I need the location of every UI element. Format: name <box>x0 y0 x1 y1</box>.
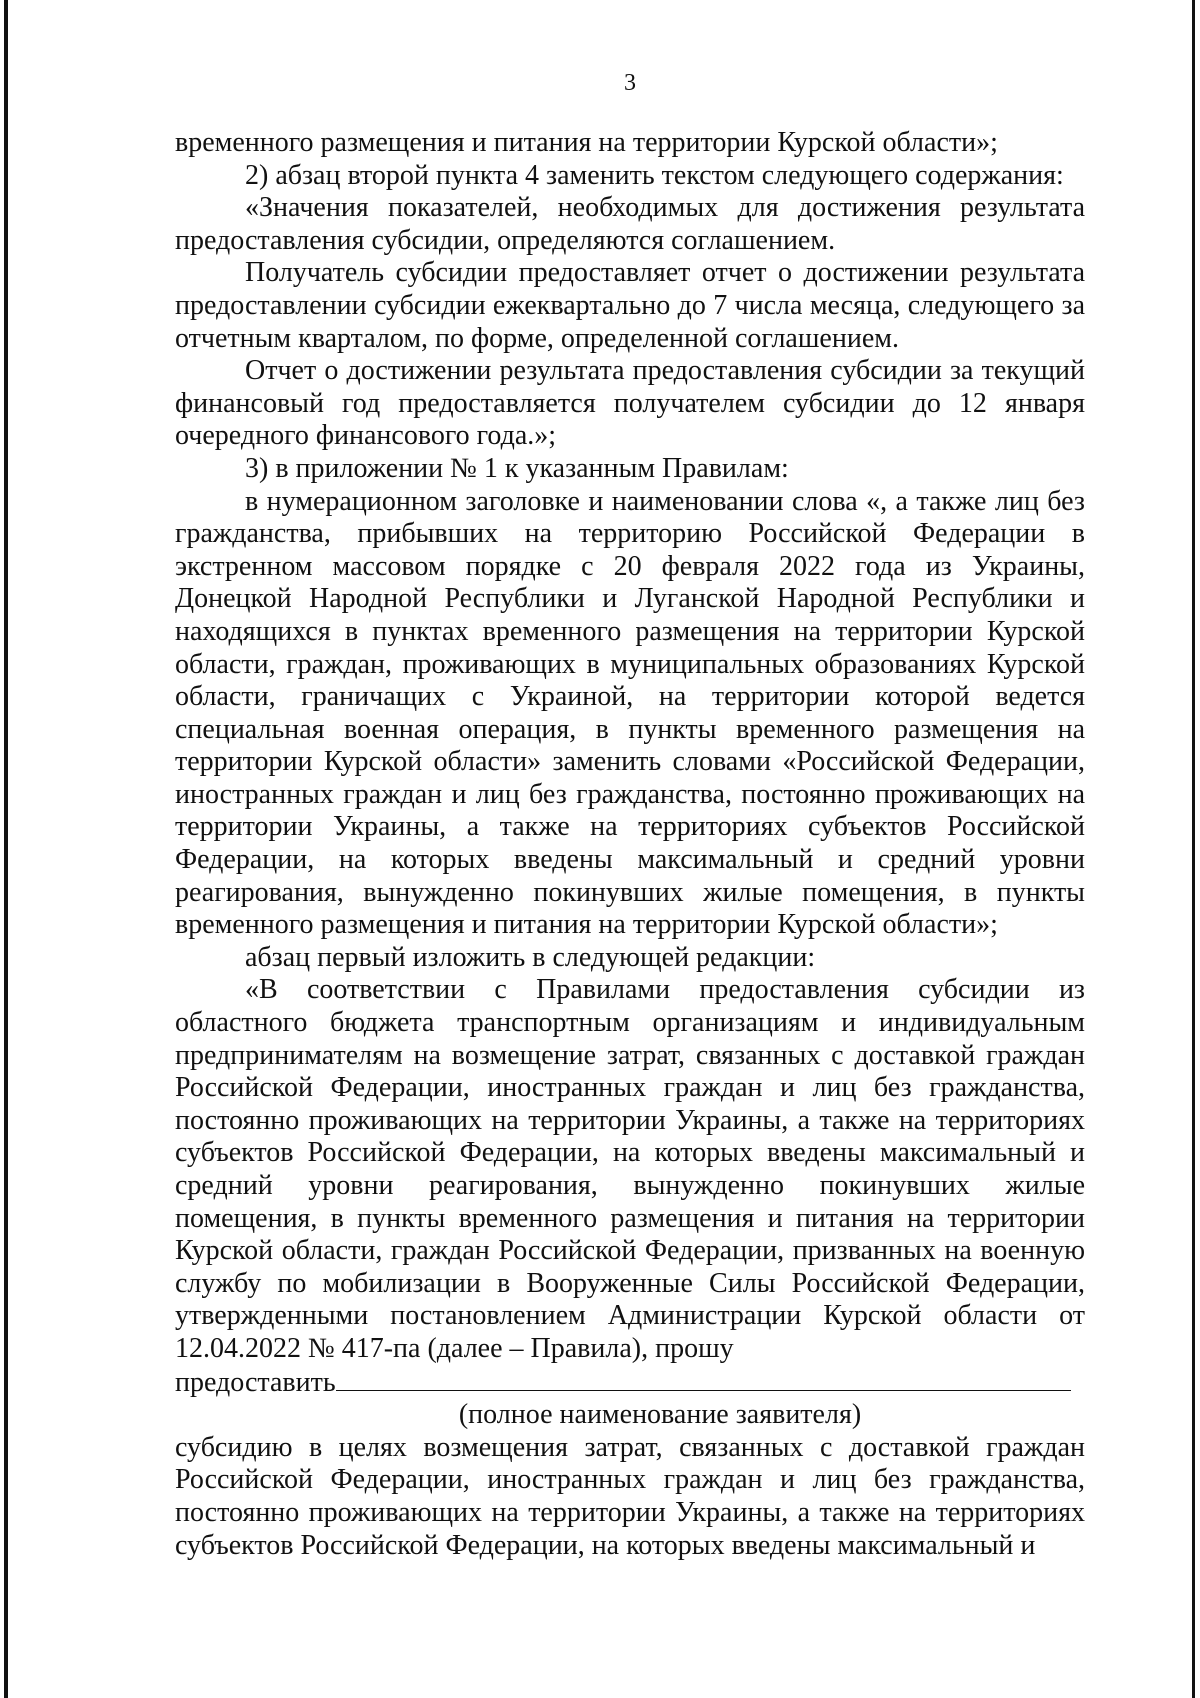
applicant-name-caption: (полное наименование заявителя) <box>458 1399 862 1431</box>
paragraph-item-2: 2) абзац второй пункта 4 заменить текстом следующего содержания: <box>245 159 1064 191</box>
page-number: 3 <box>624 70 636 96</box>
paragraph-report-annual: Отчет о достижении результата предоставления субсидии за текущий финансовый год предоставляется получателем субсидии до 12 января очередного финансового года.»; <box>175 355 1085 452</box>
fill-line-label: предоставить <box>175 1366 336 1398</box>
paragraph-subsidy-purpose: субсидию в целях возмещения затрат, связанных с доставкой граждан Российской Федерации, иностранных граждан и лиц без гражданства, постоянно проживающих на территории Украины, а также на территориях субъектов Российской Федерации, на которых введены максимальный и <box>175 1431 1085 1561</box>
paragraph-quote-indicators: «Значения показателей, необходимых для достижения результата предоставления субсидии, определяются соглашением. <box>175 192 1085 256</box>
applicant-fill-line <box>175 1366 1085 1400</box>
paragraph-continuation: временного размещения и питания на территории Курской области»; <box>175 127 998 158</box>
paragraph-heading-replacement: в нумерационном заголовке и наименовании слова «, а также лиц без гражданства, прибывших на территорию Российской Федерации в экстренном массовом порядке с 20 февраля 2022 года из Украины, Донецкой Народной Республики и Луганской Народной Республики и находящихся в пунктах временного размещения на территории Курской области, граждан, проживающих в муниципальных образованиях Курской области, граничащих с Украиной, на территории которой ведется специальная военная операция, в пункты временного размещения на территории Курской области» заменить словами «Российской Федерации, иностранных граждан и лиц без гражданства, постоянно проживающих на территории Украины, а также на территориях субъектов Российской Федерации, на которых введены максимальный и средний уровни реагирования, вынужденно покинувших жилые помещения, в пункты временного размещения и питания на территории Курской области»; <box>175 485 1085 941</box>
paragraph-new-wording: «В соответствии с Правилами предоставления субсидии из областного бюджета транспортным организациям и индивидуальным предпринимателям на возмещение затрат, связанных с доставкой граждан Российской Федерации, иностранных граждан и лиц без гражданства, постоянно проживающих на территории Украины, а также на территориях субъектов Российской Федерации, на которых введены максимальный и средний уровни реагирования, вынужденно покинувших жилые помещения, в пункты временного размещения и питания на территории Курской области, граждан Российской Федерации, призванных на военную службу по мобилизации в Вооруженные Силы Российской Федерации, утвержденными постановлением Администрации Курской области от 12.04.2022 № 417-па (далее – Правила), прошу <box>175 974 1085 1364</box>
paragraph-first-paragraph-instruction: абзац первый изложить в следующей редакции: <box>245 941 816 973</box>
paragraph-report-quarterly: Получатель субсидии предоставляет отчет о достижении результата предоставлении субсидии ежеквартально до 7 числа месяца, следующего за отчетным кварталом, по форме, определенной соглашением. <box>175 257 1085 354</box>
document-body <box>175 127 1085 1562</box>
scan-edge-left <box>4 0 8 1698</box>
paragraph-item-3: 3) в приложении № 1 к указанным Правилам: <box>245 452 789 484</box>
applicant-name-blank <box>336 1366 1071 1391</box>
scan-edge-right <box>1192 0 1195 1698</box>
